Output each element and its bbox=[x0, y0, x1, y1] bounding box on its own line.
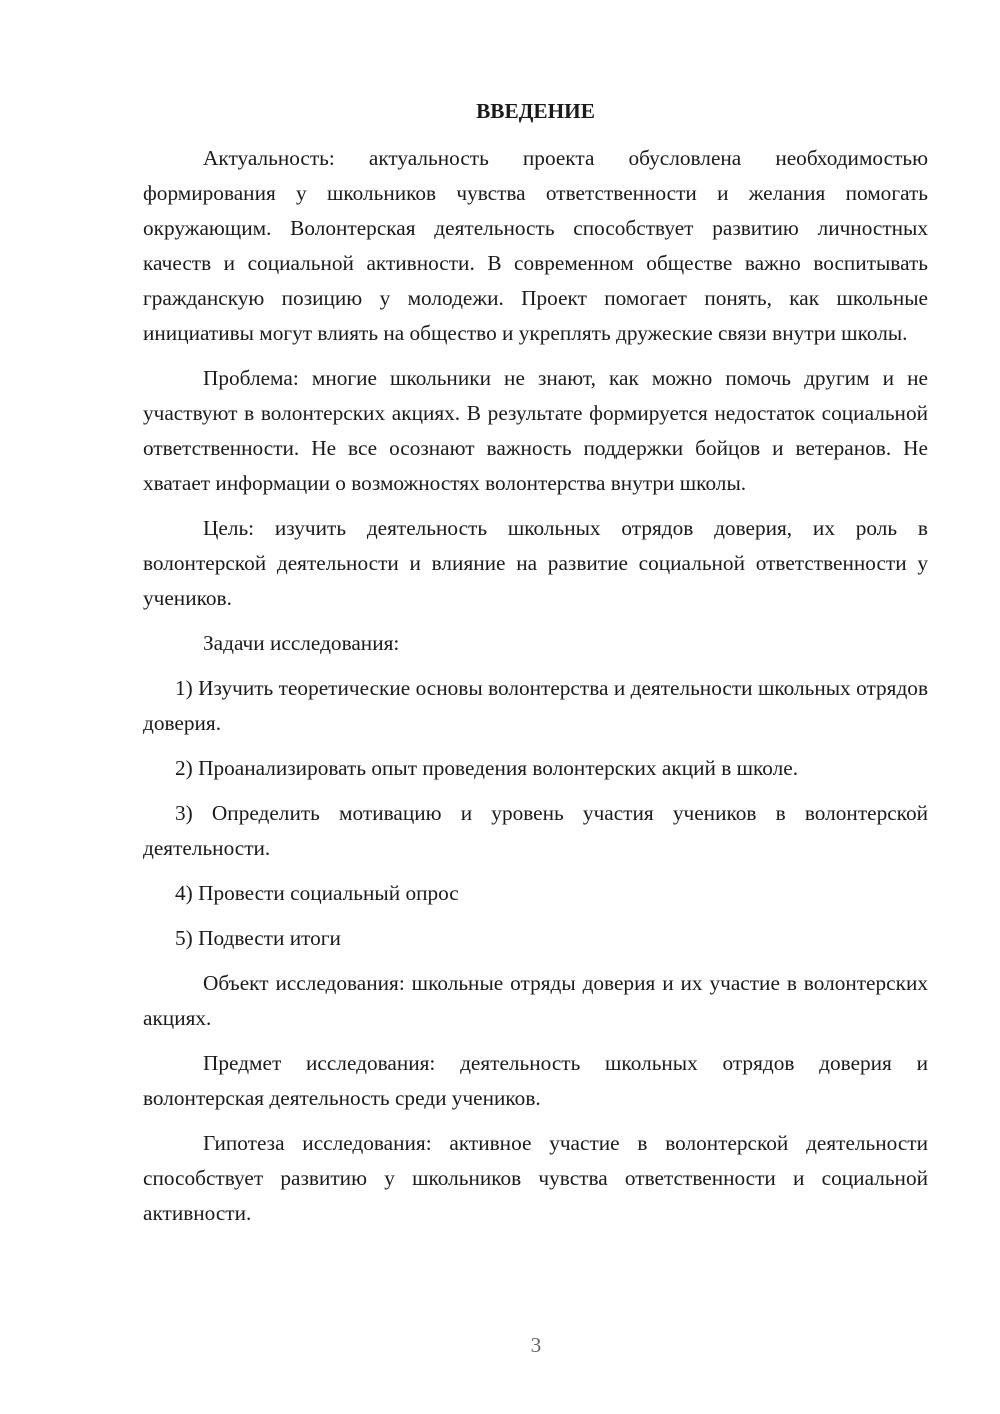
subject-paragraph: Предмет исследования: деятельность школьных отрядов доверия и волонтерская деятельность среди учеников. bbox=[143, 1051, 928, 1110]
task-item-1: 1) Изучить теоретические основы волонтерства и деятельности школьных отрядов доверия. bbox=[143, 676, 928, 735]
tasks-heading: Задачи исследования: bbox=[203, 631, 400, 655]
relevance-paragraph: Актуальность: актуальность проекта обусловлена необходимостью формирования у школьников чувства ответственности и желания помогать окружающим. Волонтерская деятельность способствует развитию личностных качеств и социальной активности. В современном обществе важно воспитывать гражданскую позицию у молодежи. Проект помогает понять, как школьные инициативы могут влиять на общество и укреплять дружеские связи внутри школы. bbox=[143, 146, 928, 345]
task-item-4: 4) Провести социальный опрос bbox=[175, 881, 459, 905]
goal-paragraph: Цель: изучить деятельность школьных отрядов доверия, их роль в волонтерской деятельности и влияние на развитие социальной ответственности у учеников. bbox=[143, 516, 928, 610]
object-paragraph: Объект исследования: школьные отряды доверия и их участие в волонтерских акциях. bbox=[143, 971, 928, 1030]
task-item-2: 2) Проанализировать опыт проведения волонтерских акций в школе. bbox=[175, 756, 799, 780]
task-item-3: 3) Определить мотивацию и уровень участия учеников в волонтерской деятельности. bbox=[143, 801, 928, 860]
hypothesis-paragraph: Гипотеза исследования: активное участие в волонтерской деятельности способствует развитию у школьников чувства ответственности и социальной активности. bbox=[143, 1131, 928, 1225]
document-body bbox=[143, 94, 928, 1241]
page-number: 3 bbox=[530, 1333, 542, 1357]
task-item-5: 5) Подвести итоги bbox=[175, 926, 341, 950]
problem-paragraph: Проблема: многие школьники не знают, как можно помочь другим и не участвуют в волонтерских акциях. В результате формируется недостаток социальной ответственности. Не все осознают важность поддержки бойцов и ветеранов. Не хватает информации о возможностях волонтерства внутри школы. bbox=[143, 366, 928, 495]
section-title: ВВЕДЕНИЕ bbox=[476, 99, 595, 123]
